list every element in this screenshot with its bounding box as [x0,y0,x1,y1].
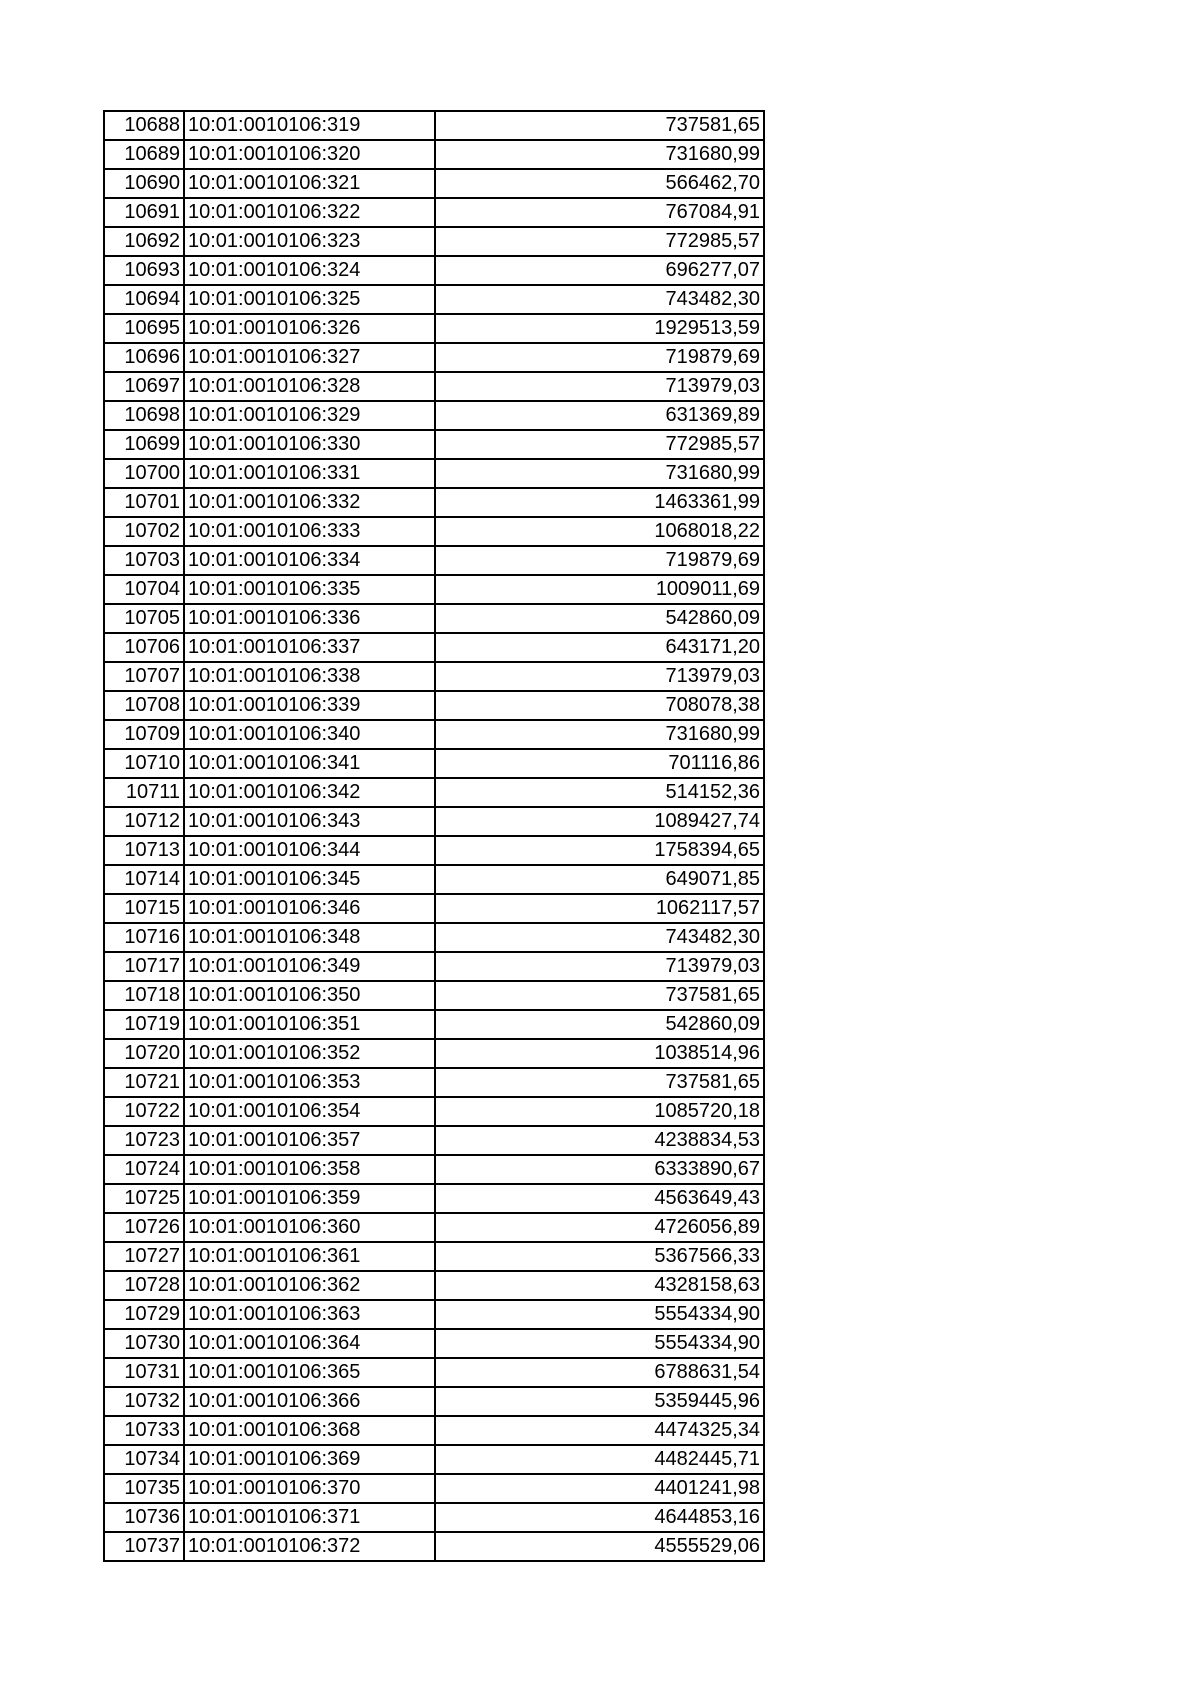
cadastral-number-cell: 10:01:0010106:351 [184,1010,435,1039]
cadastral-number-cell: 10:01:0010106:323 [184,227,435,256]
cadastral-value-cell: 4474325,34 [435,1416,764,1445]
table-row [104,1097,764,1126]
cadastral-value-cell: 696277,07 [435,256,764,285]
row-number-cell: 10718 [104,981,184,1010]
table-row [104,1474,764,1503]
cadastral-number-cell: 10:01:0010106:361 [184,1242,435,1271]
cadastral-number-cell: 10:01:0010106:346 [184,894,435,923]
cadastral-value-cell: 772985,57 [435,430,764,459]
row-number-cell: 10712 [104,807,184,836]
cadastral-value-cell: 5554334,90 [435,1300,764,1329]
cadastral-number-cell: 10:01:0010106:342 [184,778,435,807]
cadastral-number-cell: 10:01:0010106:368 [184,1416,435,1445]
table-row [104,1155,764,1184]
cadastral-number-cell: 10:01:0010106:369 [184,1445,435,1474]
row-number-cell: 10710 [104,749,184,778]
cadastral-value-cell: 737581,65 [435,981,764,1010]
cadastral-number-cell: 10:01:0010106:358 [184,1155,435,1184]
table-row [104,749,764,778]
table-row [104,1039,764,1068]
row-number-cell: 10701 [104,488,184,517]
cadastral-number-cell: 10:01:0010106:345 [184,865,435,894]
table-row [104,343,764,372]
row-number-cell: 10693 [104,256,184,285]
cadastral-value-cell: 514152,36 [435,778,764,807]
cadastral-value-cell: 743482,30 [435,923,764,952]
cadastral-number-cell: 10:01:0010106:335 [184,575,435,604]
table-row [104,1358,764,1387]
cadastral-value-cell: 4328158,63 [435,1271,764,1300]
table-row [104,894,764,923]
table-row [104,227,764,256]
row-number-cell: 10698 [104,401,184,430]
cadastral-value-cell: 6788631,54 [435,1358,764,1387]
row-number-cell: 10704 [104,575,184,604]
cadastral-number-cell: 10:01:0010106:339 [184,691,435,720]
cadastral-number-cell: 10:01:0010106:337 [184,633,435,662]
row-number-cell: 10726 [104,1213,184,1242]
cadastral-number-cell: 10:01:0010106:331 [184,459,435,488]
table-row [104,1503,764,1532]
table-row [104,1445,764,1474]
cadastral-number-cell: 10:01:0010106:360 [184,1213,435,1242]
row-number-cell: 10702 [104,517,184,546]
row-number-cell: 10691 [104,198,184,227]
cadastral-value-cell: 649071,85 [435,865,764,894]
cadastral-value-cell: 6333890,67 [435,1155,764,1184]
cadastral-value-cell: 1085720,18 [435,1097,764,1126]
cadastral-number-cell: 10:01:0010106:341 [184,749,435,778]
cadastral-value-cell: 731680,99 [435,720,764,749]
cadastral-number-cell: 10:01:0010106:349 [184,952,435,981]
table-row [104,1387,764,1416]
row-number-cell: 10736 [104,1503,184,1532]
row-number-cell: 10707 [104,662,184,691]
row-number-cell: 10725 [104,1184,184,1213]
table-row [104,1271,764,1300]
table-row [104,1184,764,1213]
cadastral-value-cell: 772985,57 [435,227,764,256]
table-row [104,691,764,720]
row-number-cell: 10700 [104,459,184,488]
cadastral-value-cell: 1068018,22 [435,517,764,546]
table-row [104,662,764,691]
cadastral-value-cell: 542860,09 [435,1010,764,1039]
cadastral-number-cell: 10:01:0010106:370 [184,1474,435,1503]
table-row [104,778,764,807]
cadastral-value-cell: 1038514,96 [435,1039,764,1068]
row-number-cell: 10730 [104,1329,184,1358]
table-row [104,1068,764,1097]
cadastral-value-cell: 5367566,33 [435,1242,764,1271]
cadastral-number-cell: 10:01:0010106:363 [184,1300,435,1329]
table-row [104,198,764,227]
cadastral-number-cell: 10:01:0010106:334 [184,546,435,575]
cadastral-value-cell: 737581,65 [435,1068,764,1097]
table-row [104,604,764,633]
cadastral-number-cell: 10:01:0010106:366 [184,1387,435,1416]
row-number-cell: 10713 [104,836,184,865]
row-number-cell: 10724 [104,1155,184,1184]
cadastral-number-cell: 10:01:0010106:333 [184,517,435,546]
cadastral-value-cell: 708078,38 [435,691,764,720]
table-row [104,140,764,169]
cadastral-value-cell: 4482445,71 [435,1445,764,1474]
table-row [104,1213,764,1242]
cadastral-number-cell: 10:01:0010106:320 [184,140,435,169]
row-number-cell: 10692 [104,227,184,256]
cadastral-value-cell: 743482,30 [435,285,764,314]
cadastral-value-cell: 719879,69 [435,546,764,575]
row-number-cell: 10731 [104,1358,184,1387]
cadastral-number-cell: 10:01:0010106:328 [184,372,435,401]
row-number-cell: 10711 [104,778,184,807]
cadastral-number-cell: 10:01:0010106:362 [184,1271,435,1300]
row-number-cell: 10708 [104,691,184,720]
cadastral-number-cell: 10:01:0010106:319 [184,111,435,140]
row-number-cell: 10715 [104,894,184,923]
row-number-cell: 10720 [104,1039,184,1068]
cadastral-value-cell: 1062117,57 [435,894,764,923]
table-row [104,1126,764,1155]
cadastral-value-cell: 713979,03 [435,952,764,981]
table-row [104,575,764,604]
table-row [104,401,764,430]
table-row [104,720,764,749]
cadastral-number-cell: 10:01:0010106:364 [184,1329,435,1358]
cadastral-number-cell: 10:01:0010106:359 [184,1184,435,1213]
cadastral-number-cell: 10:01:0010106:326 [184,314,435,343]
row-number-cell: 10722 [104,1097,184,1126]
table-row [104,1416,764,1445]
cadastral-number-cell: 10:01:0010106:324 [184,256,435,285]
cadastral-number-cell: 10:01:0010106:336 [184,604,435,633]
cadastral-number-cell: 10:01:0010106:325 [184,285,435,314]
cadastral-number-cell: 10:01:0010106:329 [184,401,435,430]
table-row [104,285,764,314]
cadastral-number-cell: 10:01:0010106:354 [184,1097,435,1126]
cadastral-value-table [103,110,765,1562]
row-number-cell: 10696 [104,343,184,372]
table-body [104,111,764,1561]
cadastral-value-cell: 566462,70 [435,169,764,198]
table-row [104,865,764,894]
cadastral-value-cell: 4555529,06 [435,1532,764,1561]
table-row [104,1329,764,1358]
row-number-cell: 10727 [104,1242,184,1271]
table-row [104,169,764,198]
row-number-cell: 10706 [104,633,184,662]
table-row [104,517,764,546]
cadastral-number-cell: 10:01:0010106:322 [184,198,435,227]
cadastral-number-cell: 10:01:0010106:350 [184,981,435,1010]
table-row [104,923,764,952]
cadastral-value-cell: 643171,20 [435,633,764,662]
cadastral-value-cell: 1929513,59 [435,314,764,343]
table-row [104,488,764,517]
cadastral-number-cell: 10:01:0010106:340 [184,720,435,749]
row-number-cell: 10717 [104,952,184,981]
cadastral-number-cell: 10:01:0010106:353 [184,1068,435,1097]
cadastral-value-cell: 713979,03 [435,372,764,401]
row-number-cell: 10728 [104,1271,184,1300]
row-number-cell: 10705 [104,604,184,633]
table-row [104,256,764,285]
row-number-cell: 10688 [104,111,184,140]
row-number-cell: 10716 [104,923,184,952]
cadastral-value-cell: 1463361,99 [435,488,764,517]
row-number-cell: 10703 [104,546,184,575]
cadastral-number-cell: 10:01:0010106:348 [184,923,435,952]
cadastral-value-cell: 4726056,89 [435,1213,764,1242]
row-number-cell: 10732 [104,1387,184,1416]
cadastral-value-cell: 713979,03 [435,662,764,691]
cadastral-value-cell: 719879,69 [435,343,764,372]
cadastral-value-cell: 4238834,53 [435,1126,764,1155]
cadastral-number-cell: 10:01:0010106:344 [184,836,435,865]
cadastral-number-cell: 10:01:0010106:327 [184,343,435,372]
row-number-cell: 10723 [104,1126,184,1155]
cadastral-value-cell: 731680,99 [435,459,764,488]
row-number-cell: 10721 [104,1068,184,1097]
row-number-cell: 10714 [104,865,184,894]
table-row [104,430,764,459]
row-number-cell: 10719 [104,1010,184,1039]
row-number-cell: 10735 [104,1474,184,1503]
table-row [104,633,764,662]
cadastral-value-cell: 701116,86 [435,749,764,778]
row-number-cell: 10694 [104,285,184,314]
row-number-cell: 10690 [104,169,184,198]
cadastral-value-cell: 1758394,65 [435,836,764,865]
table-row [104,372,764,401]
table-row [104,807,764,836]
table-row [104,1242,764,1271]
table-row [104,459,764,488]
cadastral-number-cell: 10:01:0010106:357 [184,1126,435,1155]
row-number-cell: 10709 [104,720,184,749]
cadastral-value-cell: 4644853,16 [435,1503,764,1532]
row-number-cell: 10733 [104,1416,184,1445]
table-row [104,1300,764,1329]
cadastral-number-cell: 10:01:0010106:338 [184,662,435,691]
cadastral-number-cell: 10:01:0010106:330 [184,430,435,459]
cadastral-value-cell: 4563649,43 [435,1184,764,1213]
cadastral-number-cell: 10:01:0010106:321 [184,169,435,198]
table-row [104,836,764,865]
cadastral-value-cell: 737581,65 [435,111,764,140]
row-number-cell: 10695 [104,314,184,343]
row-number-cell: 10699 [104,430,184,459]
cadastral-value-cell: 1009011,69 [435,575,764,604]
cadastral-value-cell: 5554334,90 [435,1329,764,1358]
cadastral-number-cell: 10:01:0010106:343 [184,807,435,836]
table-row [104,981,764,1010]
row-number-cell: 10697 [104,372,184,401]
cadastral-number-cell: 10:01:0010106:332 [184,488,435,517]
table-row [104,546,764,575]
cadastral-value-cell: 767084,91 [435,198,764,227]
row-number-cell: 10689 [104,140,184,169]
table-row [104,1010,764,1039]
cadastral-number-cell: 10:01:0010106:352 [184,1039,435,1068]
cadastral-value-cell: 5359445,96 [435,1387,764,1416]
row-number-cell: 10737 [104,1532,184,1561]
cadastral-value-cell: 631369,89 [435,401,764,430]
cadastral-value-cell: 4401241,98 [435,1474,764,1503]
cadastral-number-cell: 10:01:0010106:365 [184,1358,435,1387]
cadastral-number-cell: 10:01:0010106:372 [184,1532,435,1561]
table-row [104,1532,764,1561]
table-row [104,111,764,140]
cadastral-value-cell: 542860,09 [435,604,764,633]
row-number-cell: 10729 [104,1300,184,1329]
cadastral-number-cell: 10:01:0010106:371 [184,1503,435,1532]
table-row [104,314,764,343]
table-row [104,952,764,981]
row-number-cell: 10734 [104,1445,184,1474]
cadastral-value-cell: 731680,99 [435,140,764,169]
cadastral-value-cell: 1089427,74 [435,807,764,836]
